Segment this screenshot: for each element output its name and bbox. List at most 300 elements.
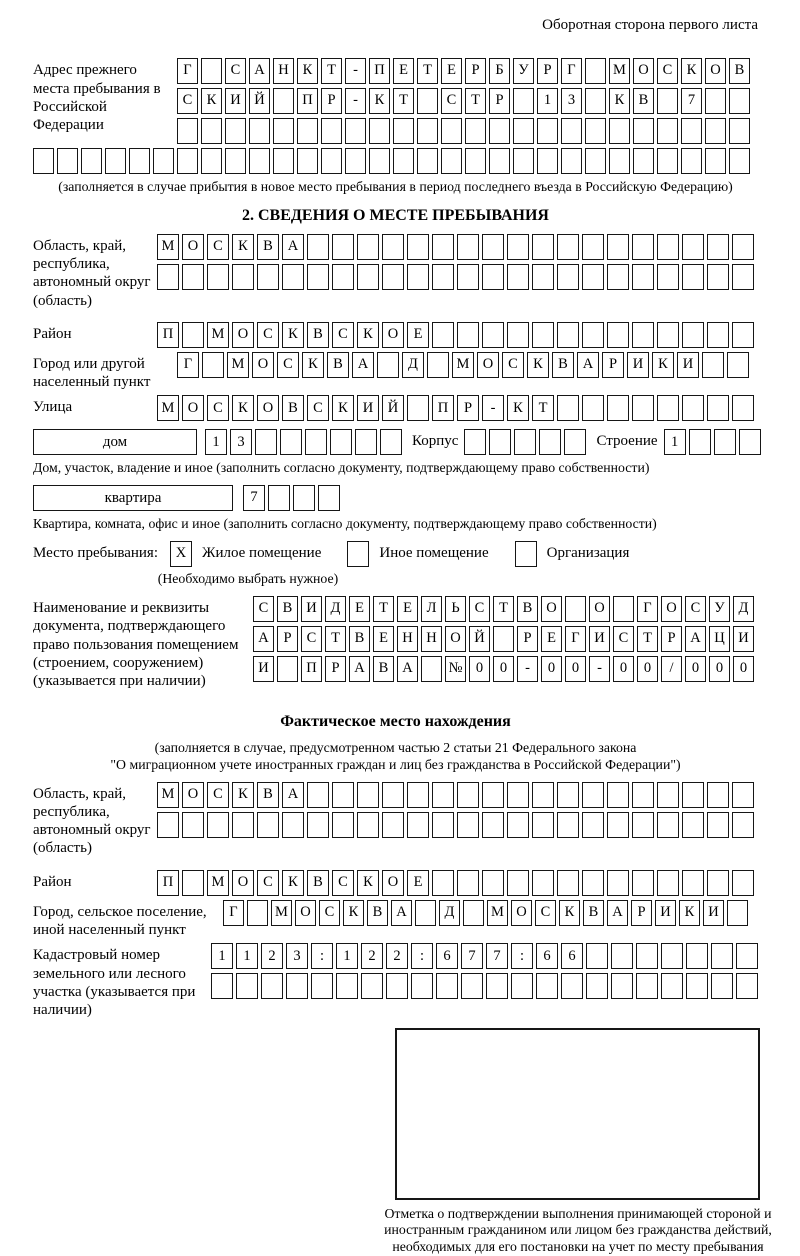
- char-cell[interactable]: Н: [397, 626, 418, 652]
- char-cell[interactable]: [182, 812, 204, 838]
- char-cell[interactable]: [201, 118, 222, 144]
- char-cell[interactable]: [393, 148, 414, 174]
- char-cell[interactable]: О: [295, 900, 316, 926]
- char-cell[interactable]: [129, 148, 150, 174]
- char-cell[interactable]: [465, 118, 486, 144]
- char-cell[interactable]: [177, 148, 198, 174]
- char-cell[interactable]: Г: [177, 58, 198, 84]
- char-cell[interactable]: Е: [441, 58, 462, 84]
- char-cell[interactable]: [332, 234, 354, 260]
- char-cell[interactable]: [507, 782, 529, 808]
- char-cell[interactable]: [607, 395, 629, 421]
- char-cell[interactable]: [105, 148, 126, 174]
- char-cell[interactable]: В: [307, 322, 329, 348]
- char-cell[interactable]: 0: [613, 656, 634, 682]
- stay-type-checkbox-dwelling[interactable]: X: [170, 541, 192, 567]
- char-cell[interactable]: Р: [325, 656, 346, 682]
- char-cell[interactable]: [711, 943, 733, 969]
- char-cell[interactable]: [336, 973, 358, 999]
- char-cell[interactable]: [386, 973, 408, 999]
- char-cell[interactable]: [657, 812, 679, 838]
- char-cell[interactable]: [707, 322, 729, 348]
- char-cell[interactable]: [682, 264, 704, 290]
- char-cell[interactable]: [432, 264, 454, 290]
- char-cell[interactable]: К: [232, 234, 254, 260]
- char-cell[interactable]: [432, 234, 454, 260]
- char-cell[interactable]: [714, 429, 736, 455]
- char-cell[interactable]: [582, 395, 604, 421]
- char-cell[interactable]: С: [207, 395, 229, 421]
- char-cell[interactable]: [369, 118, 390, 144]
- char-cell[interactable]: [207, 264, 229, 290]
- char-cell[interactable]: О: [445, 626, 466, 652]
- char-cell[interactable]: [457, 234, 479, 260]
- char-cell[interactable]: [318, 485, 340, 511]
- char-cell[interactable]: Й: [469, 626, 490, 652]
- char-cell[interactable]: [489, 148, 510, 174]
- char-cell[interactable]: 3: [286, 943, 308, 969]
- char-cell[interactable]: [257, 812, 279, 838]
- char-cell[interactable]: [286, 973, 308, 999]
- char-cell[interactable]: В: [583, 900, 604, 926]
- char-cell[interactable]: 0: [469, 656, 490, 682]
- char-cell[interactable]: [707, 782, 729, 808]
- char-cell[interactable]: В: [277, 596, 298, 622]
- char-cell[interactable]: Р: [631, 900, 652, 926]
- char-cell[interactable]: [532, 234, 554, 260]
- char-cell[interactable]: [482, 782, 504, 808]
- char-cell[interactable]: [307, 264, 329, 290]
- char-cell[interactable]: А: [253, 626, 274, 652]
- char-cell[interactable]: А: [397, 656, 418, 682]
- char-cell[interactable]: С: [207, 234, 229, 260]
- char-cell[interactable]: П: [369, 58, 390, 84]
- char-cell[interactable]: [407, 812, 429, 838]
- char-cell[interactable]: [297, 118, 318, 144]
- char-cell[interactable]: [330, 429, 352, 455]
- char-cell[interactable]: [489, 118, 510, 144]
- char-cell[interactable]: [417, 148, 438, 174]
- char-cell[interactable]: [707, 395, 729, 421]
- char-cell[interactable]: [441, 118, 462, 144]
- char-cell[interactable]: 0: [709, 656, 730, 682]
- char-cell[interactable]: Т: [637, 626, 658, 652]
- char-cell[interactable]: [332, 812, 354, 838]
- char-cell[interactable]: К: [282, 870, 304, 896]
- char-cell[interactable]: [585, 88, 606, 114]
- char-cell[interactable]: [513, 148, 534, 174]
- char-cell[interactable]: М: [452, 352, 474, 378]
- char-cell[interactable]: [657, 234, 679, 260]
- char-cell[interactable]: [661, 943, 683, 969]
- char-cell[interactable]: [732, 234, 754, 260]
- char-cell[interactable]: [182, 322, 204, 348]
- char-cell[interactable]: [565, 596, 586, 622]
- char-cell[interactable]: [657, 395, 679, 421]
- char-cell[interactable]: [293, 485, 315, 511]
- char-cell[interactable]: [532, 870, 554, 896]
- char-cell[interactable]: /: [661, 656, 682, 682]
- char-cell[interactable]: А: [607, 900, 628, 926]
- char-cell[interactable]: И: [589, 626, 610, 652]
- char-cell[interactable]: [532, 812, 554, 838]
- char-cell[interactable]: [633, 118, 654, 144]
- char-cell[interactable]: [432, 782, 454, 808]
- char-cell[interactable]: [33, 148, 54, 174]
- char-cell[interactable]: [507, 870, 529, 896]
- char-cell[interactable]: [607, 264, 629, 290]
- char-cell[interactable]: [689, 429, 711, 455]
- char-cell[interactable]: 6: [561, 943, 583, 969]
- char-cell[interactable]: [382, 782, 404, 808]
- char-cell[interactable]: В: [327, 352, 349, 378]
- char-cell[interactable]: [321, 148, 342, 174]
- char-cell[interactable]: [557, 322, 579, 348]
- char-cell[interactable]: [177, 118, 198, 144]
- char-cell[interactable]: 6: [536, 943, 558, 969]
- char-cell[interactable]: [607, 234, 629, 260]
- char-cell[interactable]: С: [257, 870, 279, 896]
- char-cell[interactable]: 7: [486, 943, 508, 969]
- char-cell[interactable]: В: [349, 626, 370, 652]
- char-cell[interactable]: [732, 322, 754, 348]
- char-cell[interactable]: К: [357, 870, 379, 896]
- char-cell[interactable]: [557, 234, 579, 260]
- char-cell[interactable]: [609, 148, 630, 174]
- char-cell[interactable]: 7: [461, 943, 483, 969]
- char-cell[interactable]: [537, 148, 558, 174]
- char-cell[interactable]: [380, 429, 402, 455]
- char-cell[interactable]: Р: [321, 88, 342, 114]
- char-cell[interactable]: [201, 148, 222, 174]
- char-cell[interactable]: [457, 870, 479, 896]
- char-cell[interactable]: [736, 973, 758, 999]
- char-cell[interactable]: [582, 782, 604, 808]
- char-cell[interactable]: [632, 782, 654, 808]
- char-cell[interactable]: [207, 812, 229, 838]
- char-cell[interactable]: [482, 322, 504, 348]
- char-cell[interactable]: С: [502, 352, 524, 378]
- char-cell[interactable]: [585, 58, 606, 84]
- char-cell[interactable]: В: [257, 782, 279, 808]
- char-cell[interactable]: [432, 812, 454, 838]
- char-cell[interactable]: [273, 148, 294, 174]
- char-cell[interactable]: А: [352, 352, 374, 378]
- char-cell[interactable]: [249, 148, 270, 174]
- char-cell[interactable]: [636, 943, 658, 969]
- char-cell[interactable]: Л: [421, 596, 442, 622]
- char-cell[interactable]: [382, 264, 404, 290]
- char-cell[interactable]: М: [271, 900, 292, 926]
- char-cell[interactable]: [463, 900, 484, 926]
- char-cell[interactable]: М: [157, 395, 179, 421]
- char-cell[interactable]: 1: [236, 943, 258, 969]
- char-cell[interactable]: К: [343, 900, 364, 926]
- char-cell[interactable]: [81, 148, 102, 174]
- char-cell[interactable]: М: [157, 782, 179, 808]
- char-cell[interactable]: К: [297, 58, 318, 84]
- char-cell[interactable]: 1: [336, 943, 358, 969]
- char-cell[interactable]: 3: [230, 429, 252, 455]
- char-cell[interactable]: [432, 870, 454, 896]
- char-cell[interactable]: [564, 429, 586, 455]
- char-cell[interactable]: Ц: [709, 626, 730, 652]
- char-cell[interactable]: [514, 429, 536, 455]
- char-cell[interactable]: [705, 118, 726, 144]
- char-cell[interactable]: С: [177, 88, 198, 114]
- char-cell[interactable]: И: [677, 352, 699, 378]
- char-cell[interactable]: Д: [733, 596, 754, 622]
- char-cell[interactable]: Ь: [445, 596, 466, 622]
- char-cell[interactable]: А: [249, 58, 270, 84]
- char-cell[interactable]: О: [633, 58, 654, 84]
- char-cell[interactable]: [421, 656, 442, 682]
- char-cell[interactable]: Т: [393, 88, 414, 114]
- char-cell[interactable]: 0: [541, 656, 562, 682]
- char-cell[interactable]: О: [589, 596, 610, 622]
- char-cell[interactable]: [682, 870, 704, 896]
- char-cell[interactable]: Й: [382, 395, 404, 421]
- char-cell[interactable]: 2: [386, 943, 408, 969]
- char-cell[interactable]: С: [332, 870, 354, 896]
- char-cell[interactable]: С: [225, 58, 246, 84]
- char-cell[interactable]: [557, 782, 579, 808]
- char-cell[interactable]: [582, 264, 604, 290]
- char-cell[interactable]: [382, 812, 404, 838]
- char-cell[interactable]: [682, 782, 704, 808]
- char-cell[interactable]: С: [277, 352, 299, 378]
- char-cell[interactable]: [582, 322, 604, 348]
- char-cell[interactable]: [441, 148, 462, 174]
- char-cell[interactable]: Г: [561, 58, 582, 84]
- char-cell[interactable]: [686, 943, 708, 969]
- char-cell[interactable]: [157, 264, 179, 290]
- char-cell[interactable]: [632, 264, 654, 290]
- char-cell[interactable]: [357, 782, 379, 808]
- char-cell[interactable]: С: [307, 395, 329, 421]
- char-cell[interactable]: [537, 118, 558, 144]
- char-cell[interactable]: 6: [436, 943, 458, 969]
- char-cell[interactable]: [582, 234, 604, 260]
- char-cell[interactable]: [257, 264, 279, 290]
- char-cell[interactable]: [729, 118, 750, 144]
- char-cell[interactable]: [432, 322, 454, 348]
- char-cell[interactable]: М: [207, 322, 229, 348]
- char-cell[interactable]: [305, 429, 327, 455]
- char-cell[interactable]: :: [411, 943, 433, 969]
- char-cell[interactable]: [513, 118, 534, 144]
- char-cell[interactable]: И: [733, 626, 754, 652]
- char-cell[interactable]: [407, 782, 429, 808]
- char-cell[interactable]: [607, 812, 629, 838]
- char-cell[interactable]: [732, 395, 754, 421]
- char-cell[interactable]: [657, 118, 678, 144]
- char-cell[interactable]: Р: [465, 58, 486, 84]
- char-cell[interactable]: 1: [537, 88, 558, 114]
- char-cell[interactable]: [582, 812, 604, 838]
- char-cell[interactable]: К: [507, 395, 529, 421]
- char-cell[interactable]: [507, 234, 529, 260]
- char-cell[interactable]: 0: [685, 656, 706, 682]
- char-cell[interactable]: [307, 234, 329, 260]
- char-cell[interactable]: [682, 322, 704, 348]
- char-cell[interactable]: С: [257, 322, 279, 348]
- char-cell[interactable]: -: [345, 58, 366, 84]
- char-cell[interactable]: С: [207, 782, 229, 808]
- char-cell[interactable]: [307, 812, 329, 838]
- char-cell[interactable]: [273, 118, 294, 144]
- char-cell[interactable]: М: [227, 352, 249, 378]
- char-cell[interactable]: [307, 782, 329, 808]
- char-cell[interactable]: [739, 429, 761, 455]
- char-cell[interactable]: Е: [407, 870, 429, 896]
- char-cell[interactable]: А: [391, 900, 412, 926]
- char-cell[interactable]: В: [373, 656, 394, 682]
- char-cell[interactable]: В: [729, 58, 750, 84]
- char-cell[interactable]: -: [345, 88, 366, 114]
- char-cell[interactable]: И: [627, 352, 649, 378]
- char-cell[interactable]: С: [441, 88, 462, 114]
- char-cell[interactable]: М: [207, 870, 229, 896]
- char-cell[interactable]: :: [511, 943, 533, 969]
- char-cell[interactable]: [277, 656, 298, 682]
- char-cell[interactable]: О: [252, 352, 274, 378]
- char-cell[interactable]: [297, 148, 318, 174]
- char-cell[interactable]: [727, 352, 749, 378]
- char-cell[interactable]: [507, 264, 529, 290]
- char-cell[interactable]: [732, 264, 754, 290]
- char-cell[interactable]: С: [685, 596, 706, 622]
- char-cell[interactable]: [732, 782, 754, 808]
- char-cell[interactable]: Т: [493, 596, 514, 622]
- char-cell[interactable]: [436, 973, 458, 999]
- char-cell[interactable]: В: [367, 900, 388, 926]
- char-cell[interactable]: [357, 234, 379, 260]
- char-cell[interactable]: А: [349, 656, 370, 682]
- char-cell[interactable]: [232, 264, 254, 290]
- char-cell[interactable]: С: [535, 900, 556, 926]
- char-cell[interactable]: [729, 148, 750, 174]
- char-cell[interactable]: [153, 148, 174, 174]
- char-cell[interactable]: [382, 234, 404, 260]
- char-cell[interactable]: В: [552, 352, 574, 378]
- char-cell[interactable]: О: [705, 58, 726, 84]
- char-cell[interactable]: И: [253, 656, 274, 682]
- char-cell[interactable]: С: [469, 596, 490, 622]
- char-cell[interactable]: [201, 58, 222, 84]
- char-cell[interactable]: [702, 352, 724, 378]
- char-cell[interactable]: 2: [261, 943, 283, 969]
- char-cell[interactable]: А: [282, 782, 304, 808]
- char-cell[interactable]: 0: [637, 656, 658, 682]
- char-cell[interactable]: [482, 870, 504, 896]
- char-cell[interactable]: [511, 973, 533, 999]
- char-cell[interactable]: М: [487, 900, 508, 926]
- char-cell[interactable]: [280, 429, 302, 455]
- char-cell[interactable]: Р: [537, 58, 558, 84]
- char-cell[interactable]: 3: [561, 88, 582, 114]
- char-cell[interactable]: Т: [532, 395, 554, 421]
- char-cell[interactable]: :: [311, 943, 333, 969]
- char-cell[interactable]: Р: [457, 395, 479, 421]
- char-cell[interactable]: Г: [637, 596, 658, 622]
- char-cell[interactable]: К: [609, 88, 630, 114]
- char-cell[interactable]: И: [703, 900, 724, 926]
- char-cell[interactable]: К: [652, 352, 674, 378]
- char-cell[interactable]: [632, 812, 654, 838]
- char-cell[interactable]: Р: [602, 352, 624, 378]
- char-cell[interactable]: [582, 870, 604, 896]
- char-cell[interactable]: [736, 943, 758, 969]
- char-cell[interactable]: К: [302, 352, 324, 378]
- char-cell[interactable]: [657, 88, 678, 114]
- char-cell[interactable]: [732, 812, 754, 838]
- char-cell[interactable]: О: [257, 395, 279, 421]
- char-cell[interactable]: 1: [664, 429, 686, 455]
- char-cell[interactable]: [607, 782, 629, 808]
- char-cell[interactable]: Т: [325, 626, 346, 652]
- stay-type-checkbox-other[interactable]: [347, 541, 369, 567]
- char-cell[interactable]: [332, 782, 354, 808]
- char-cell[interactable]: [393, 118, 414, 144]
- char-cell[interactable]: К: [232, 395, 254, 421]
- char-cell[interactable]: Р: [277, 626, 298, 652]
- char-cell[interactable]: [268, 485, 290, 511]
- char-cell[interactable]: Е: [407, 322, 429, 348]
- char-cell[interactable]: [707, 812, 729, 838]
- char-cell[interactable]: [536, 973, 558, 999]
- char-cell[interactable]: О: [382, 322, 404, 348]
- char-cell[interactable]: П: [297, 88, 318, 114]
- char-cell[interactable]: Г: [223, 900, 244, 926]
- char-cell[interactable]: Д: [325, 596, 346, 622]
- char-cell[interactable]: [377, 352, 399, 378]
- char-cell[interactable]: [632, 395, 654, 421]
- char-cell[interactable]: Н: [273, 58, 294, 84]
- char-cell[interactable]: [532, 264, 554, 290]
- char-cell[interactable]: [465, 148, 486, 174]
- char-cell[interactable]: [532, 322, 554, 348]
- char-cell[interactable]: [311, 973, 333, 999]
- char-cell[interactable]: [482, 264, 504, 290]
- char-cell[interactable]: [482, 812, 504, 838]
- char-cell[interactable]: Т: [321, 58, 342, 84]
- char-cell[interactable]: [211, 973, 233, 999]
- char-cell[interactable]: Б: [489, 58, 510, 84]
- char-cell[interactable]: В: [257, 234, 279, 260]
- char-cell[interactable]: [586, 973, 608, 999]
- char-cell[interactable]: М: [157, 234, 179, 260]
- char-cell[interactable]: [632, 234, 654, 260]
- char-cell[interactable]: [507, 812, 529, 838]
- char-cell[interactable]: [182, 264, 204, 290]
- char-cell[interactable]: [225, 148, 246, 174]
- char-cell[interactable]: [711, 973, 733, 999]
- char-cell[interactable]: [657, 322, 679, 348]
- char-cell[interactable]: [681, 118, 702, 144]
- char-cell[interactable]: Е: [349, 596, 370, 622]
- char-cell[interactable]: [636, 973, 658, 999]
- char-cell[interactable]: [682, 812, 704, 838]
- char-cell[interactable]: [561, 973, 583, 999]
- char-cell[interactable]: [273, 88, 294, 114]
- char-cell[interactable]: [202, 352, 224, 378]
- char-cell[interactable]: К: [282, 322, 304, 348]
- char-cell[interactable]: [345, 118, 366, 144]
- char-cell[interactable]: [182, 870, 204, 896]
- char-cell[interactable]: [586, 943, 608, 969]
- char-cell[interactable]: [225, 118, 246, 144]
